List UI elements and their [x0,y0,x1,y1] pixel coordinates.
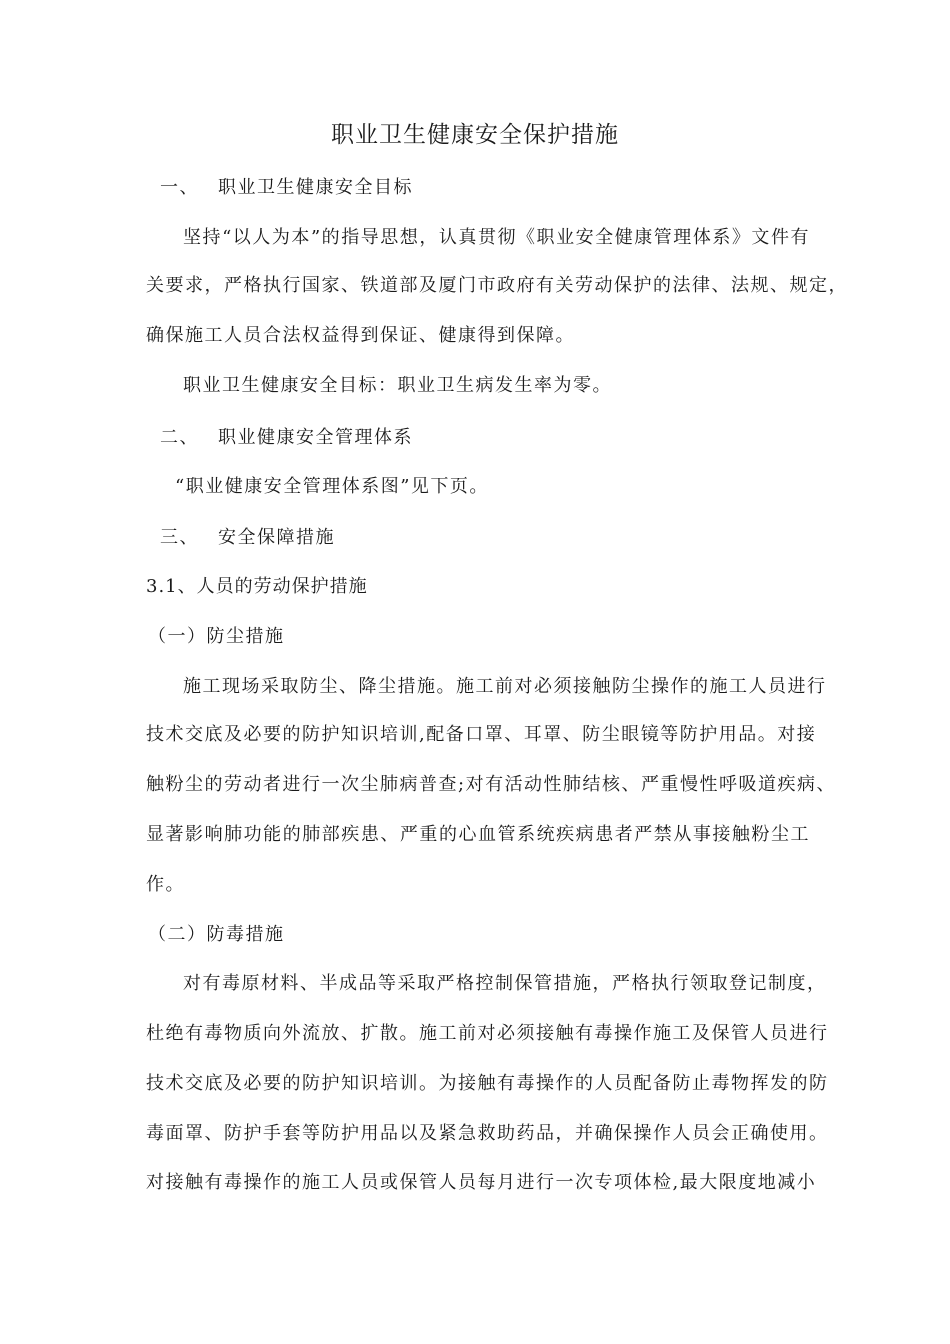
item-label: （二）防毒措施 [148,924,285,945]
section-number: 二、 [160,427,199,448]
paragraph-line: 确保施工人员合法权益得到保证、健康得到保障。 [146,325,575,346]
paragraph-line: 触粉尘的劳动者进行一次尘肺病普查;对有活动性肺结核、严重慢性呼吸道疾病、 [146,774,837,795]
paragraph-line: 职业卫生健康安全目标：职业卫生病发生率为零。 [183,375,612,396]
paragraph-line: 毒面罩、防护手套等防护用品以及紧急救助药品，并确保操作人员会正确使用。 [146,1123,829,1144]
paragraph-line: 显著影响肺功能的肺部疾患、严重的心血管系统疾病患者严禁从事接触粉尘工 [146,824,810,845]
sub-heading: 3.1、人员的劳动保护措施 [146,576,368,597]
section-2-heading [160,425,824,451]
section-number: 一、 [160,177,199,198]
section-1-heading [160,175,824,201]
item-label: （一）防尘措施 [148,626,285,647]
paragraph-line: 杜绝有毒物质向外流放、扩散。施工前对必须接触有毒操作施工及保管人员进行 [146,1023,829,1044]
section-title: 职业健康安全管理体系 [218,427,413,448]
document-title: 职业卫生健康安全保护措施 [331,122,619,148]
paragraph-line: 对有毒原材料、半成品等采取严格控制保管措施，严格执行领取登记制度， [183,973,827,994]
section-title: 安全保障措施 [218,527,335,548]
paragraph-line: 关要求，严格执行国家、铁道部及厦门市政府有关劳动保护的法律、法规、规定， [146,275,848,296]
paragraph-line: 技术交底及必要的防护知识培训。为接触有毒操作的人员配备防止毒物挥发的防 [146,1073,829,1094]
paragraph-line: 坚持“以人为本”的指导思想，认真贯彻《职业安全健康管理体系》文件有 [183,227,810,248]
section-number: 三、 [160,527,199,548]
paragraph-line: 施工现场采取防尘、降尘措施。施工前对必须接触防尘操作的施工人员进行 [183,676,827,697]
section-title: 职业卫生健康安全目标 [218,177,413,198]
section-3-heading [160,525,824,551]
paragraph-line: “职业健康安全管理体系图”见下页。 [175,476,489,497]
paragraph-line: 作。 [146,874,185,895]
paragraph-line: 对接触有毒操作的施工人员或保管人员每月进行一次专项体检,最大限度地减小 [146,1172,817,1193]
paragraph-line: 技术交底及必要的防护知识培训,配备口罩、耳罩、防尘眼镜等防护用品。对接 [146,724,817,745]
